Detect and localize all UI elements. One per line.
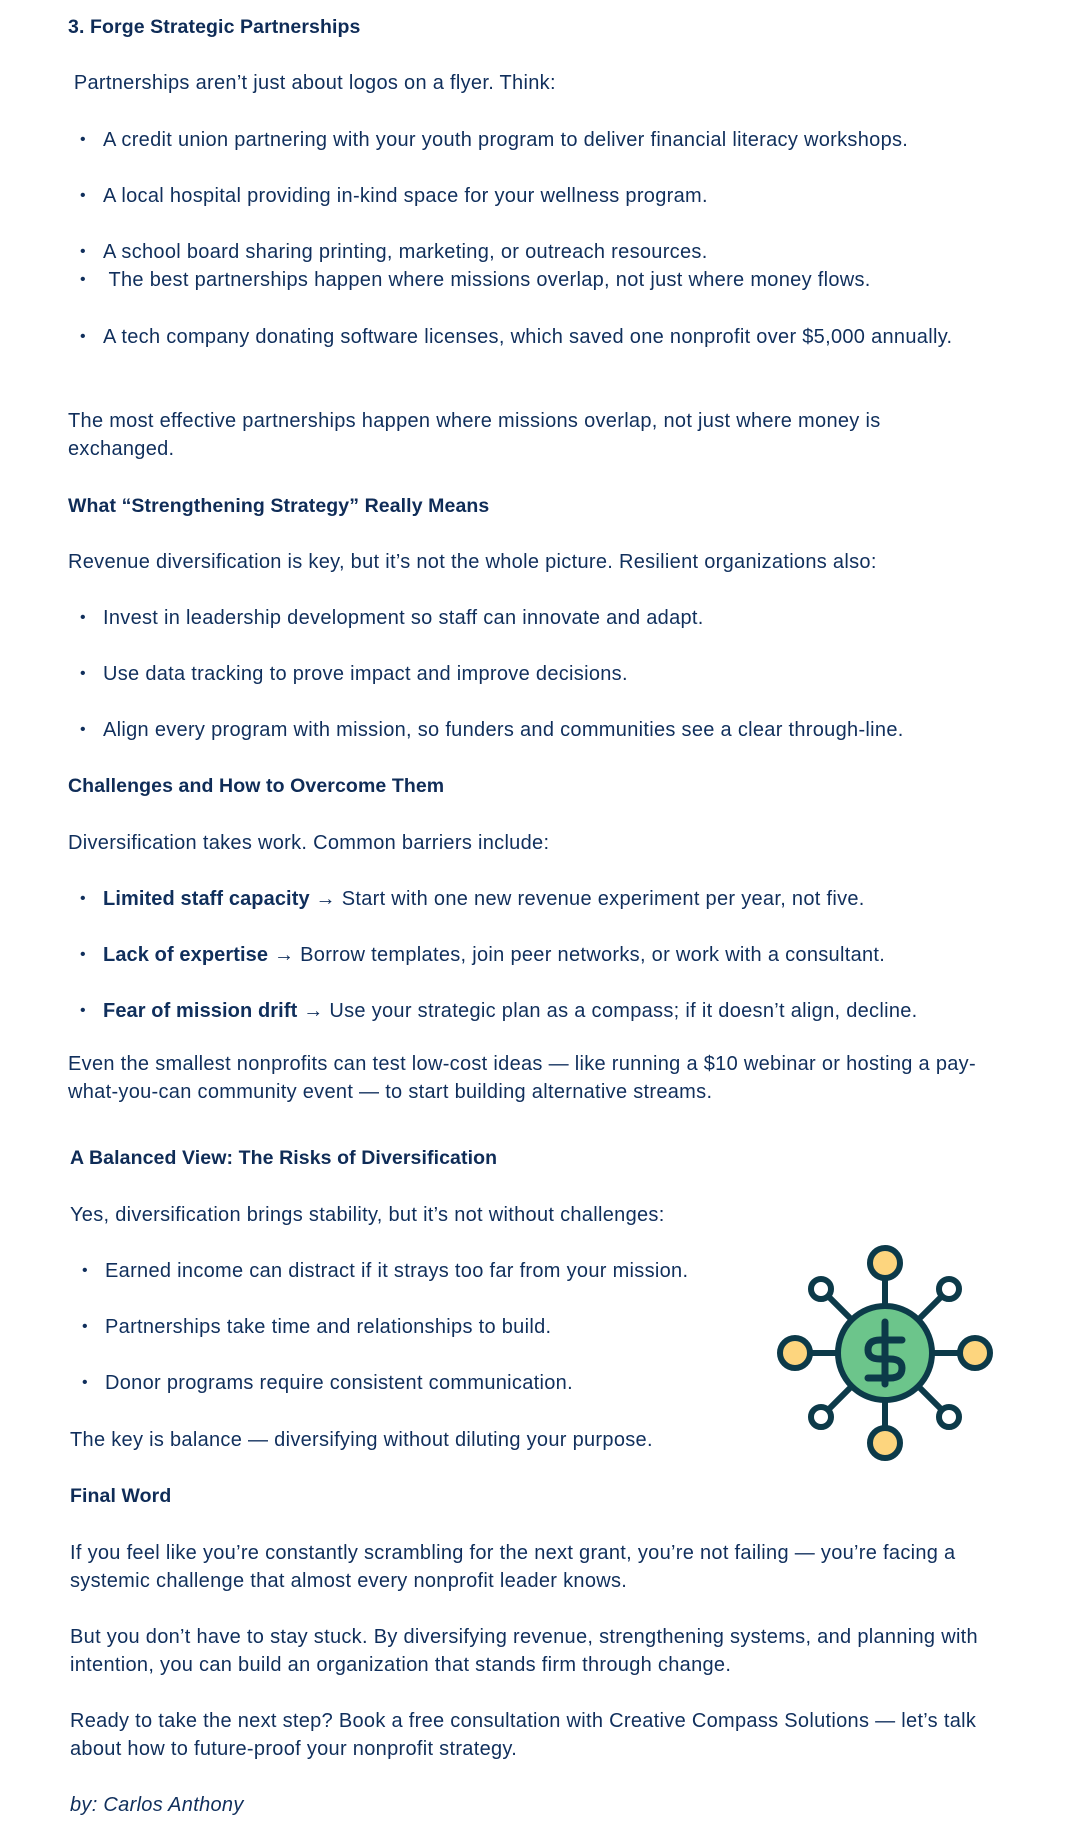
barrier-solution: Use your strategic plan as a compass; if it doesn’t align, decline. — [329, 1000, 918, 1022]
network-node-small — [939, 1407, 959, 1427]
network-node-small — [939, 1279, 959, 1299]
strategy-intro: Revenue diversification is key, but it’s not the whole picture. Resilient organizations also: — [68, 551, 877, 573]
bullet-icon: • — [80, 243, 86, 260]
list-item-text: A credit union partnering with your youth program to deliver financial literacy workshops. — [103, 129, 909, 151]
list-item-text: Use data tracking to prove impact and improve decisions. — [103, 663, 628, 685]
bullet-icon: • — [80, 721, 86, 738]
bullet-icon: • — [80, 271, 86, 288]
section-heading-risks: A Balanced View: The Risks of Diversification — [70, 1147, 498, 1169]
list-item — [68, 266, 958, 294]
barrier-term: Fear of mission drift — [103, 1000, 298, 1022]
bullet-icon: • — [80, 1002, 86, 1019]
barrier-solution: Start with one new revenue experiment per year, not five. — [341, 888, 865, 910]
arrow-icon: → — [297, 1000, 330, 1022]
bullet-icon: • — [80, 946, 86, 963]
list-item-text: The best partnerships happen where missions overlap, not just where money flows. — [103, 269, 871, 291]
bullet-icon: • — [82, 1262, 88, 1279]
network-node-small — [811, 1279, 831, 1299]
bullet-icon: • — [82, 1318, 88, 1335]
author-byline: by: Carlos Anthony — [70, 1794, 244, 1816]
final-paragraph: If you feel like you’re constantly scrambling for the next grant, you’re not failing — you’re facing a systemic challenge that almost every nonprofit leader knows. — [70, 1542, 956, 1592]
bullet-icon: • — [82, 1374, 88, 1391]
bullet-icon: • — [80, 187, 86, 204]
section-heading-partnerships: 3. Forge Strategic Partnerships — [68, 16, 361, 38]
list-item — [68, 323, 958, 351]
network-node-large — [870, 1248, 900, 1278]
network-node-small — [811, 1407, 831, 1427]
partnerships-closing: The most effective partnerships happen where missions overlap, not just where money is exchanged. — [68, 410, 881, 460]
challenges-closing: Even the smallest nonprofits can test low-cost ideas — like running a $10 webinar or hosting a pay-what-you-can community event — to start building alternative streams. — [68, 1053, 976, 1103]
list-item-text: A school board sharing printing, marketing, or outreach resources. — [103, 241, 708, 263]
network-node-large — [870, 1428, 900, 1458]
network-node-large — [960, 1338, 990, 1368]
barrier-term: Limited staff capacity — [103, 888, 310, 910]
list-item-text: A local hospital providing in-kind space for your wellness program. — [103, 185, 708, 207]
list-item — [68, 997, 1003, 1025]
bullet-icon: • — [80, 131, 86, 148]
list-item-text: Earned income can distract if it strays too far from your mission. — [105, 1260, 689, 1282]
list-item-text: Invest in leadership development so staff can innovate and adapt. — [103, 607, 704, 629]
list-item — [68, 182, 958, 210]
list-item — [68, 660, 958, 688]
bullet-icon: • — [80, 665, 86, 682]
list-item — [70, 1257, 785, 1285]
list-item — [70, 1369, 785, 1397]
challenges-intro: Diversification takes work. Common barriers include: — [68, 832, 550, 854]
barrier-term: Lack of expertise — [103, 944, 269, 966]
bullet-icon: • — [80, 328, 86, 345]
list-item — [70, 1313, 785, 1341]
bullet-icon: • — [80, 609, 86, 626]
final-paragraph: But you don’t have to stay stuck. By diversifying revenue, strengthening systems, and planning with intention, you can build an organization that stands firm through change. — [70, 1626, 978, 1676]
list-item-text: Partnerships take time and relationships to build. — [105, 1316, 552, 1338]
list-item-text: Donor programs require consistent communication. — [105, 1372, 573, 1394]
list-item-text: Align every program with mission, so funders and communities see a clear through-line. — [103, 719, 904, 741]
bullet-icon: • — [80, 890, 86, 907]
list-item — [68, 716, 958, 744]
list-item — [68, 604, 958, 632]
final-paragraph: Ready to take the next step? Book a free consultation with Creative Compass Solutions — let’s talk about how to future-proof your nonprofit strategy. — [70, 1710, 977, 1760]
section-heading-strategy: What “Strengthening Strategy” Really Means — [68, 495, 490, 517]
section-heading-final: Final Word — [70, 1485, 172, 1507]
network-node-large — [780, 1338, 810, 1368]
risks-closing: The key is balance — diversifying without diluting your purpose. — [70, 1429, 653, 1451]
risks-intro: Yes, diversification brings stability, but it’s not without challenges: — [70, 1204, 665, 1226]
barrier-solution: Borrow templates, join peer networks, or work with a consultant. — [300, 944, 886, 966]
arrow-icon: → — [268, 944, 301, 966]
section-heading-challenges: Challenges and How to Overcome Them — [68, 775, 445, 797]
money-network-icon — [772, 1240, 998, 1466]
arrow-icon: → — [309, 888, 342, 910]
list-item — [68, 238, 958, 266]
partnerships-intro: Partnerships aren’t just about logos on a flyer. Think: — [68, 72, 556, 94]
list-item — [68, 126, 958, 154]
list-item — [68, 941, 958, 969]
list-item — [68, 885, 958, 913]
list-item-text: A tech company donating software licenses, which saved one nonprofit over $5,000 annually. — [103, 326, 953, 348]
